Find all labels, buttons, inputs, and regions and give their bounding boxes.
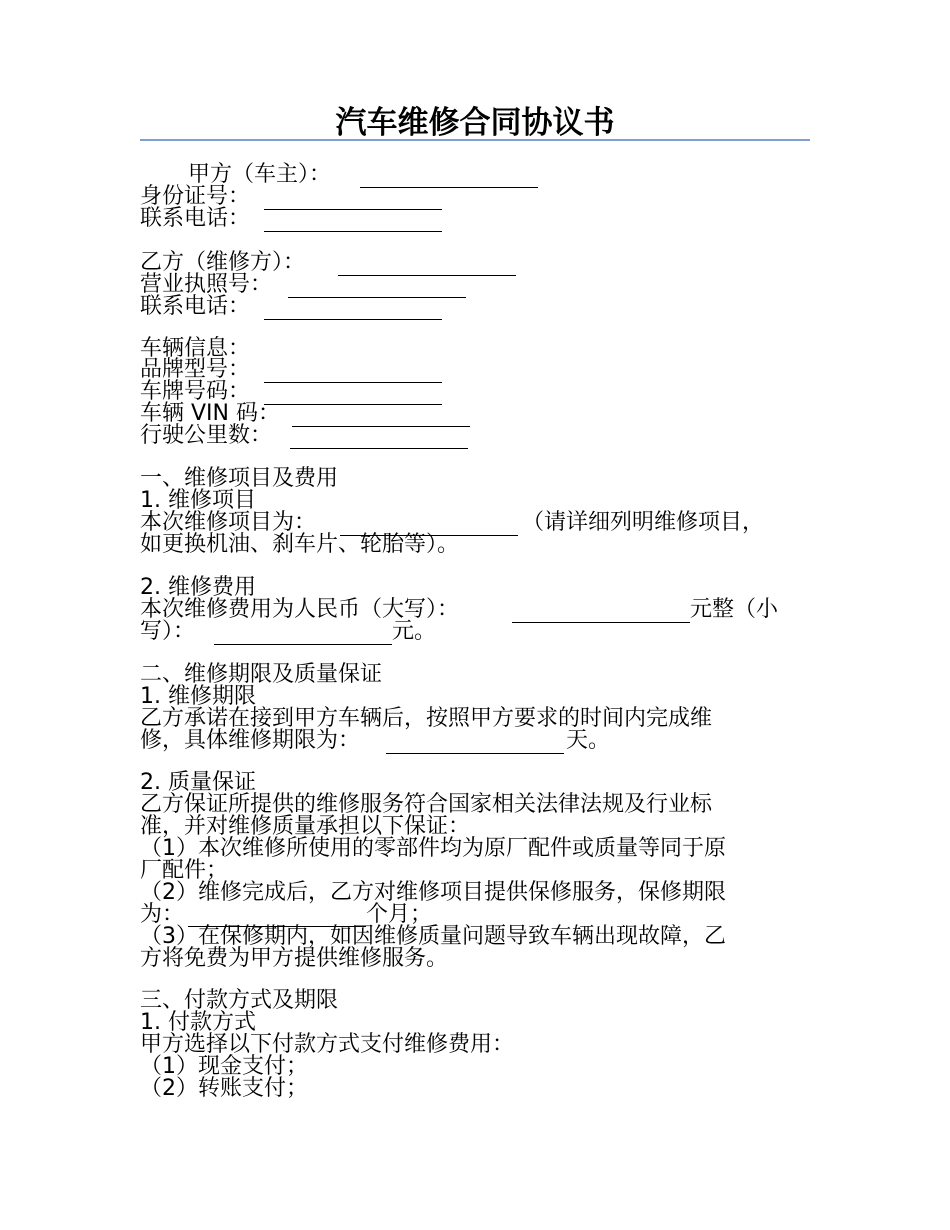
contract-line: 联系电话： — [140, 294, 251, 319]
document-title: 汽车维修合同协议书 — [335, 105, 615, 141]
blank-line — [360, 187, 538, 188]
blank-line — [264, 231, 442, 232]
contract-line: 甲方选择以下付款方式支付维修费用： — [140, 1032, 515, 1057]
contract-line: 2. 维修费用 — [140, 575, 256, 600]
contract-line: 车牌号码： — [140, 379, 251, 404]
blank-line — [386, 753, 564, 754]
contract-line: （请详细列明维修项目， — [522, 510, 765, 535]
contract-line: 1. 维修项目 — [140, 488, 256, 513]
contract-line: 车辆信息： — [140, 336, 251, 361]
blank-line — [264, 382, 442, 383]
contract-line: 1. 维修期限 — [140, 684, 256, 709]
blank-line — [288, 297, 466, 298]
contract-line: 本次维修费用为人民币（大写）： — [140, 597, 460, 622]
contract-line: 本次维修项目为： — [140, 510, 317, 535]
contract-line: 营业执照号： — [140, 272, 273, 297]
blank-line — [292, 426, 470, 427]
contract-line: （1）本次维修所使用的零部件均为原厂配件或质量等同于原 — [140, 836, 726, 861]
contract-line: 1. 付款方式 — [140, 1010, 256, 1035]
contract-line: 乙方承诺在接到甲方车辆后，按照甲方要求的时间内完成维 — [140, 706, 713, 731]
contract-line: 如更换机油、刹车片、轮胎等）。 — [140, 532, 460, 557]
contract-line: 写）： — [140, 619, 196, 644]
contract-line: 三、付款方式及期限 — [140, 988, 339, 1013]
contract-line: （2）转账支付； — [140, 1076, 308, 1101]
contract-line: 2. 质量保证 — [140, 770, 256, 795]
contract-line: 方将免费为甲方提供维修服务。 — [140, 946, 449, 971]
contract-line: （2）维修完成后，乙方对维修项目提供保修服务，保修期限 — [140, 880, 726, 905]
blank-line — [338, 275, 516, 276]
contract-line: 身份证号： — [140, 184, 251, 209]
contract-line: 一、维修项目及费用 — [140, 466, 339, 491]
contract-line: 天。 — [566, 728, 611, 753]
contract-line: 车辆 VIN 码： — [140, 401, 280, 426]
contract-line: 准，并对维修质量承担以下保证： — [140, 814, 471, 839]
contract-line: 品牌型号： — [140, 357, 251, 382]
contract-line: 元。 — [392, 619, 437, 644]
blank-line — [290, 448, 468, 449]
blank-line — [264, 319, 442, 320]
title-underline — [140, 139, 810, 141]
contract-line: 修，具体维修期限为： — [140, 728, 361, 753]
contract-line: 个月； — [366, 902, 433, 927]
contract-line: 乙方保证所提供的维修服务符合国家相关法律法规及行业标 — [140, 792, 713, 817]
contract-line: 乙方（维修方）： — [140, 250, 306, 275]
contract-line: 元整（小 — [690, 597, 779, 622]
blank-line — [512, 622, 690, 623]
contract-line: （1）现金支付； — [140, 1054, 308, 1079]
contract-line: 联系电话： — [140, 206, 251, 231]
contract-line: 二、维修期限及质量保证 — [140, 662, 383, 687]
contract-line: 甲方（车主）： — [188, 162, 332, 187]
contract-line: 行驶公里数： — [140, 423, 273, 448]
contract-line: （3）在保修期内，如因维修质量问题导致车辆出现故障，乙 — [140, 924, 726, 949]
blank-line — [264, 209, 442, 210]
contract-line: 为： — [140, 902, 185, 927]
blank-line — [214, 644, 392, 645]
contract-line: 厂配件； — [140, 858, 229, 883]
blank-line — [264, 404, 442, 405]
blank-line — [188, 926, 366, 927]
blank-line — [340, 535, 518, 536]
